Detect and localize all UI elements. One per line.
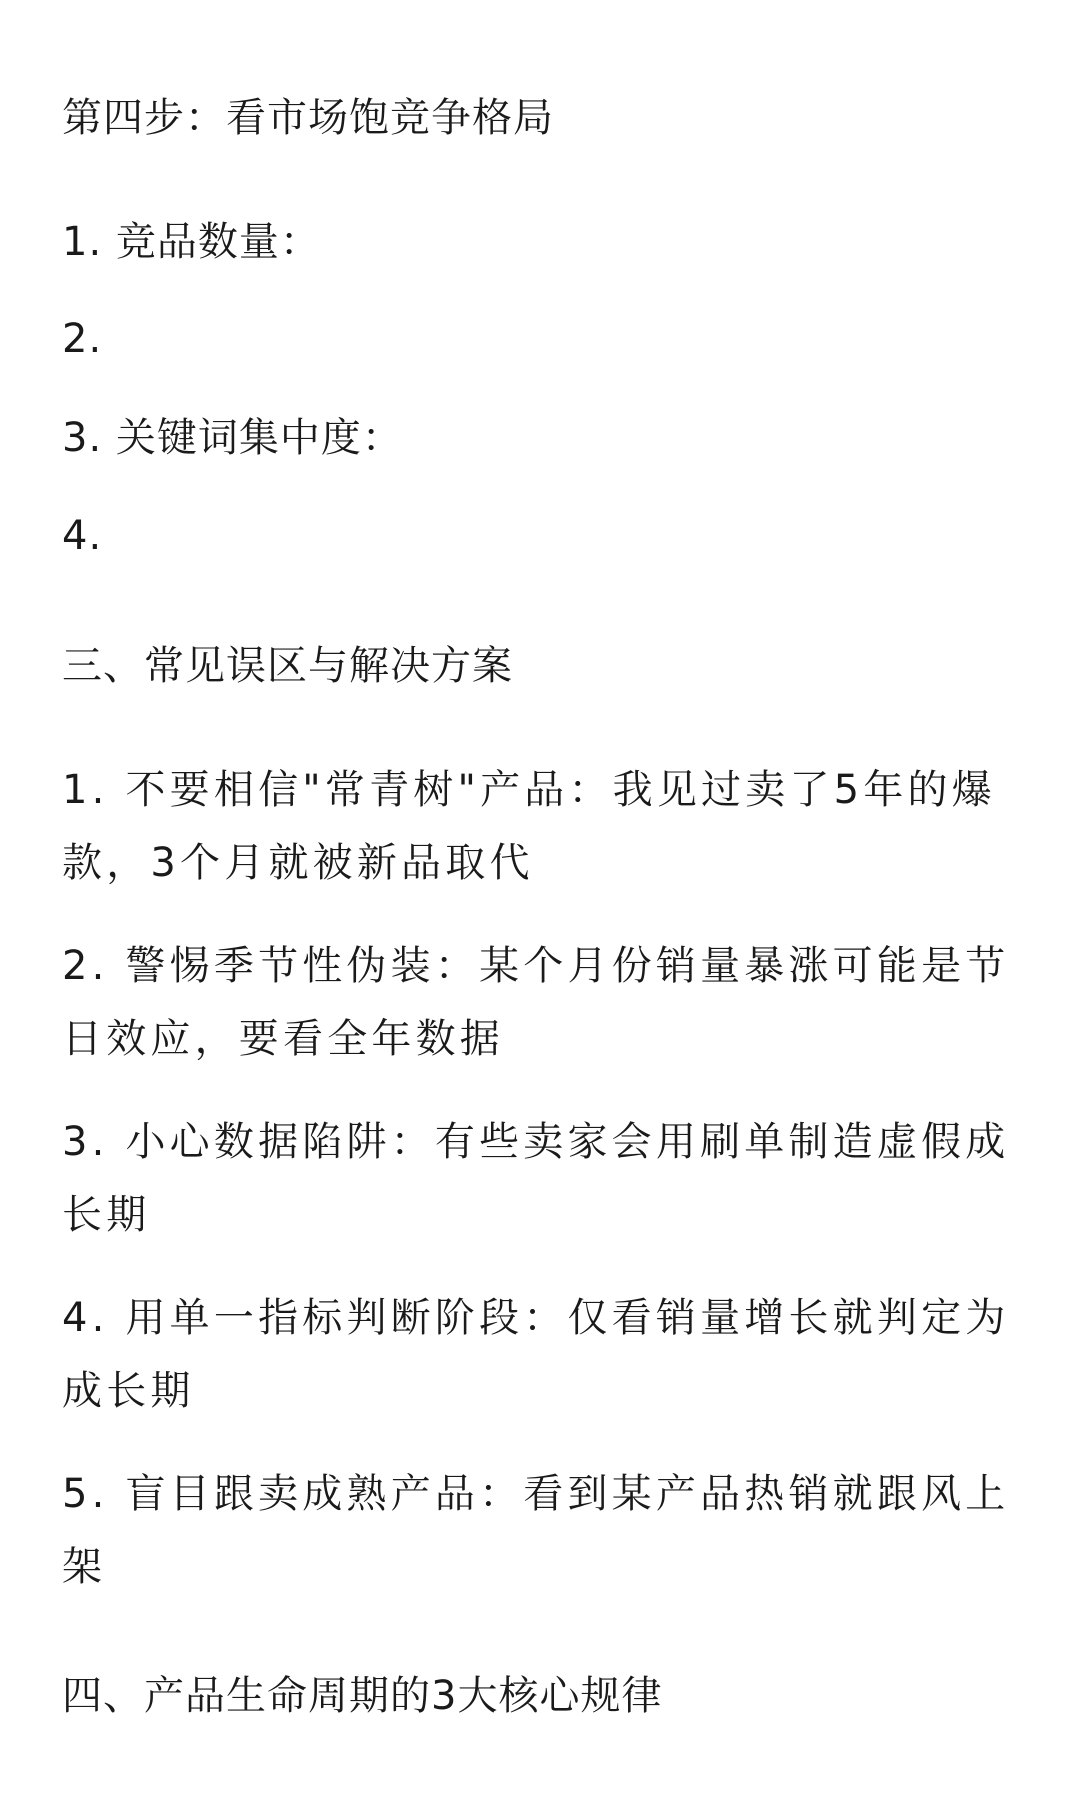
section4-heading: 四、产品生命周期的3大核心规律 (62, 1673, 663, 1719)
step4-item-4: 4. (62, 513, 103, 559)
step4-heading: 第四步：看市场饱竞争格局 (62, 95, 554, 141)
section3-item-1: 1. 不要相信"常青树"产品：我见过卖了5年的爆款，3个月就被新品取代 (62, 767, 996, 886)
section3-item-4: 4. 用单一指标判断阶段：仅看销量增长就判定为成长期 (62, 1295, 1010, 1414)
section3-item-5: 5. 盲目跟卖成熟产品：看到某产品热销就跟风上架 (62, 1471, 1010, 1590)
step4-item-2: 2. (62, 316, 103, 362)
section3-item-2: 2. 警惕季节性伪装：某个月份销量暴涨可能是节日效应，要看全年数据 (62, 943, 1010, 1062)
step4-item-3: 3. 关键词集中度： (62, 415, 403, 461)
section3-heading: 三、常见误区与解决方案 (62, 643, 513, 689)
step4-item-1: 1. 竞品数量： (62, 219, 321, 265)
section3-item-3: 3. 小心数据陷阱：有些卖家会用刷单制造虚假成长期 (62, 1119, 1010, 1238)
